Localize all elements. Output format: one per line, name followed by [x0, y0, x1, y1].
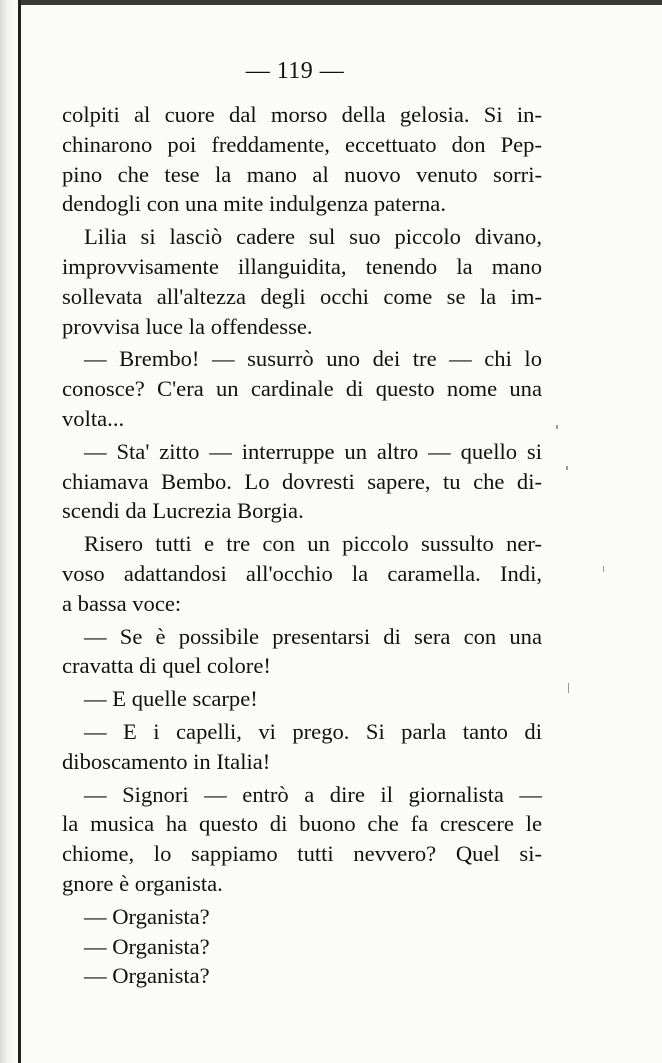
book-spine-line	[18, 0, 21, 1063]
text-line: voso adattandosi all'occhio la caramella. Indi,	[62, 560, 542, 586]
text-line: — Organista?	[84, 963, 210, 989]
page-top-edge	[0, 0, 662, 5]
text-line: scendi da Lucrezia Borgia.	[62, 498, 304, 524]
text-line: chinarono poi freddamente, eccettuato don Pep-	[62, 131, 542, 157]
text-line: chiamava Bembo. Lo dovresti sapere, tu che di-	[62, 468, 542, 494]
paper-speck	[568, 683, 569, 693]
text-line: pino che tese la mano al nuovo venuto sorri-	[62, 161, 542, 187]
text-line: volta...	[62, 405, 125, 431]
text-line: — Signori — entrò a dire il giornalista —	[84, 781, 542, 807]
paper-speck	[566, 466, 568, 470]
text-line: dendogli con una mite indulgenza paterna.	[62, 191, 446, 217]
text-line: Risero tutti e tre con un piccolo sussulto ner-	[84, 531, 542, 557]
page-gutter	[0, 0, 20, 1063]
text-line: sollevata all'altezza degli occhi come se la im-	[62, 283, 542, 309]
text-line: — E quelle scarpe!	[84, 686, 258, 712]
text-line: diboscamento in Italia!	[62, 748, 271, 774]
text-line: Lilia si lasciò cadere sul suo piccolo divano,	[84, 224, 542, 250]
text-line: — Brembo! — susurrò uno dei tre — chi lo	[84, 346, 542, 372]
text-line: cravatta di quel colore!	[62, 653, 271, 679]
text-line: — Se è possibile presentarsi di sera con una	[84, 623, 542, 649]
text-line: la musica ha questo di buono che fa crescere le	[62, 811, 542, 837]
text-line: gnore è organista.	[62, 870, 223, 896]
text-line: conosce? C'era un cardinale di questo nome una	[62, 376, 542, 402]
text-line: improvvisamente illanguidita, tenendo la mano	[62, 253, 542, 279]
text-line: colpiti al cuore dal morso della gelosia. Si in-	[62, 102, 542, 127]
text-line: — Organista?	[84, 903, 210, 929]
paper-speck	[556, 425, 558, 429]
text-line: — Organista?	[84, 933, 210, 959]
text-line: — Sta' zitto — interruppe un altro — quello si	[84, 438, 542, 464]
text-line: a bassa voce:	[62, 590, 182, 616]
text-line: chiome, lo sappiamo tutti nevvero? Quel si-	[62, 841, 542, 867]
body-text	[62, 100, 542, 991]
text-line: — E i capelli, vi prego. Si parla tanto di	[84, 718, 542, 744]
page-number: — 119 —	[245, 58, 345, 84]
paper-speck	[603, 566, 604, 572]
text-line: provvisa luce la offendesse.	[62, 313, 313, 339]
